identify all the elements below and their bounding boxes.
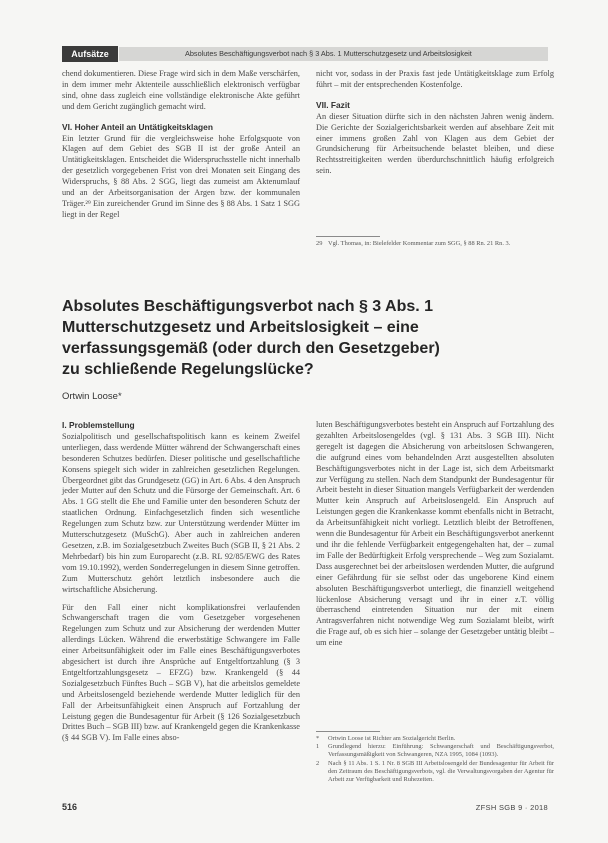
article-title-line: verfassungsgemäß (oder durch den Gesetzgeber) bbox=[62, 340, 440, 357]
section-text: Ein letzter Grund für die vergleichsweise hohe Erfolgsquote von Klagen auf dem Gebiet des SGB II ist der große Anteil an Untätigkeitsklagen. Entscheidet die Widerspruchsstelle nicht innerhalb der gesetzlich vorgegebenen Frist von drei Monaten seit Eingang des Widerspruchs, § 88 Abs. 2 SGG, liegt das zumeist am Aktenumlauf und an der Arbeitsorganisation der Argen bzw. der kommunalen Träger.²⁹ Ein zureichender Grund im Sinne des § 88 Abs. 1 Satz 1 SGG liegt in der Regel bbox=[62, 133, 300, 219]
article-title-line: zu schließende Regelungslücke? bbox=[62, 361, 314, 378]
running-title: Absolutes Beschäftigungsverbot nach § 3 Abs. 1 Mutterschutzgesetz und Arbeitslosigkeit bbox=[185, 49, 472, 58]
previous-article-continued-text: nicht vor, sodass in der Praxis fast jede Untätigkeitsklage zum Erfolg führt – mit der entsprechenden Kostenfolge. bbox=[316, 69, 554, 89]
footnote-text: Nach § 11 Abs. 1 S. 1 Nr. 8 SGB III Arbeitslosengeld der Bundesagentur für Arbeit für den Zeitraum des Beschäftigungsverbots, vgl. die Verwaltungsvorgaben der Agentur für Arbeit zur Verfügbarkeit und Ruhezeiten. bbox=[328, 759, 554, 784]
footnote-marker: * bbox=[316, 735, 320, 742]
section-heading: VII. Fazit bbox=[316, 99, 350, 110]
footnote-number: 29 bbox=[316, 240, 323, 247]
article-title-line: Mutterschutzgesetz und Arbeitslosigkeit – eine bbox=[62, 319, 419, 336]
article-left-column bbox=[62, 420, 300, 744]
footnote bbox=[316, 743, 554, 759]
page-number: 516 bbox=[62, 802, 78, 812]
section-text: An dieser Situation dürfte sich in den nächsten Jahren wenig ändern. Die Gerichte der Sozialgerichtsbarkeit werden auf absehbare Zeit mit einer immens großen Zahl von Klagen aus dem Gebiet der Grundsicherung für Arbeitsuchende belastet bleiben, und diese Rechtsstreitigkeiten werden überdurchschnittlich häufig erfolgreich sein. bbox=[316, 111, 554, 176]
footnote-marker: 2 bbox=[316, 759, 320, 767]
footnote bbox=[316, 760, 554, 785]
body-paragraph: Sozialpolitisch und gesellschaftspolitisch kann es keinem Zweifel unterliegen, dass werdende Mütter während der Schwangerschaft eines besonderen Schutzes bedürfen. Dieser politische und gesellschaftliche Konsens spiegelt sich wider in zahlreichen gesetzlichen Regelungen. Übergeordnet gibt das Grundgesetz (GG) in Art. 6 Abs. 4 den Anspruch jeder Mutter auf den Schutz und die Fürsorge der Gemeinschaft. Art. 6 Abs. 1 GG stellt die Ehe und Familie unter den besonderen Schutz der staatlichen Ordnung. Einfachgesetzlich finden sich wesentliche Regelungen zum Schutz bzw. zur Unterstützung werdender Mütter im Mutterschutzgesetz (MuSchG). Aber auch in zahlreichen anderen Gesetzen, z.B. im Sozialgesetzbuch Zweites Buch (SGB II, § 21 Abs. 2 Mehrbedarf) bis hin zum Europarecht (z.B. RL 92/85/EWG des Rates vom 19.10.1992), werden Sonderregelungen in diesem Sinne getroffen. Zum Mutterschutz gehört letztlich insbesondere auch die wirtschaftliche Absicherung. bbox=[62, 431, 300, 594]
journal-issue: ZFSH SGB 9 · 2018 bbox=[475, 803, 548, 812]
previous-article-footnotes bbox=[316, 236, 554, 248]
body-paragraph: Für den Fall einer nicht komplikationsfrei verlaufenden Schwangerschaft tragen die vom Gesetzgeber vorgesehenen Regelungen zum Schutz und zur Absicherung der werdenden Mutter allerdings Lücken. Während die erwerbstätige Schwangere im Falle einer Arbeitsunfähigkeit oder im Falle eines Beschäftigungsverbotes abgesichert ist durch ihre Ansprüche auf Entgeltfortzahlung (§ 3 Entgeltfortzahlungsgesetz – EFZG) bzw. Krankengeld (§ 44 Sozialgesetzbuch Fünftes Buch – SGB V), hat die arbeitslos gemeldete und Arbeitslosengeld beziehende werdende Mutter lediglich für den Fall der Arbeitsunfähigkeit einen Anspruch auf Fortzahlung der Leistung gegen die Bundesagentur für Arbeit (§ 126 Sozialgesetzbuch Drittes Buch – SGB III) bzw. auf Krankengeld gegen die Krankenkasse (§ 44 SGB V). Im Falle eines abso- bbox=[62, 602, 300, 743]
footnote-rule bbox=[316, 731, 380, 732]
previous-article-right-column bbox=[316, 69, 554, 177]
section-label: Aufsätze bbox=[62, 46, 118, 62]
footnote bbox=[316, 240, 554, 248]
article-author: Ortwin Loose* bbox=[62, 391, 122, 402]
running-header-bar bbox=[119, 47, 548, 61]
footnote-text: Ortwin Loose ist Richter am Sozialgericht Berlin. bbox=[328, 735, 456, 742]
previous-article-left-column bbox=[62, 69, 300, 221]
footnote-marker: 1 bbox=[316, 743, 320, 751]
article-right-column bbox=[316, 420, 554, 649]
section-heading: I. Problemstellung bbox=[62, 420, 135, 430]
article-title-line: Absolutes Beschäftigungsverbot nach § 3 Abs. 1 bbox=[62, 298, 434, 315]
article-footnotes bbox=[316, 731, 554, 784]
body-paragraph: luten Beschäftigungsverbotes besteht ein Anspruch auf Fortzahlung des gezahlten Arbeitslosengeldes (vgl. § 131 Abs. 3 SGB III). Nicht geregelt ist dagegen die Absicherung von arbeitslosen Schwangeren, die aufgrund eines vom behandelnden Arzt ausgestellten absoluten Beschäftigungsverbotes nicht in der Lage ist, sich dem Arbeitsmarkt zur Verfügung zu stellen. Nach dem Standpunkt der Bundesagentur für Arbeit besteht in dieser Situation mangels Verfügbarkeit der werdenden Mutter kein Anspruch auf Arbeitslosengeld. Ein Anspruch auf Leistungen gegen die Krankenkasse kommt ebenfalls nicht in Betracht, da Arbeitsunfähigkeit nicht vorliegt. Letztlich bleibt der Betroffenen, wenn die Bundesagentur für Arbeit ein Beschäftigungsverbot anerkennt und ihr die fehlende Verfügbarkeit entgegengehalten hat, der – zumal im Falle der Bedürftigkeit Erfolg versprechende – Weg zum Sozialamt. Dass ausgerechnet bei der arbeitslosen werdenden Mutter, die aufgrund einer Gefährdung für sie selbst oder das ungeborene Kind einem absoluten Beschäftigungsverbot unterliegt, die finanziell weitgehend lückenlose Absicherung versagt und ihr in einer z.T. völlig überraschend eintretenden Situation nur der mit einem Antragsverfahren nicht notwendige Weg zum Sozialamt bleibt, wirft die Frage auf, ob es sich hier – solange der Gesetzgeber untätig bleibt – um eine bbox=[316, 420, 555, 648]
section-heading: VI. Hoher Anteil an Untätigkeitsklagen bbox=[62, 121, 213, 132]
footnote-rule bbox=[316, 236, 380, 237]
footnote bbox=[316, 735, 554, 743]
footnote-text: Vgl. Thomas, in: Bielefelder Kommentar zum SGG, § 88 Rn. 21 Rn. 3. bbox=[328, 240, 511, 247]
footnote-text: Grundlegend hierzu: Einführung: Schwangerschaft und Beschäftigungsverbot, Verfassungsmäßigkeit von Schwangeren, NZA 1995, 1084 (1093). bbox=[328, 743, 554, 759]
previous-article-continued-text: chend dokumentieren. Diese Frage wird sich in dem Maße verschärfen, in dem immer mehr Aktenteile ausschließlich elektronisch verfügbar sind, ohne dass zugleich eine vollständige elektronische Akte geführt und dem Gericht zugänglich gemacht wird. bbox=[62, 69, 300, 111]
article-title bbox=[62, 296, 548, 380]
